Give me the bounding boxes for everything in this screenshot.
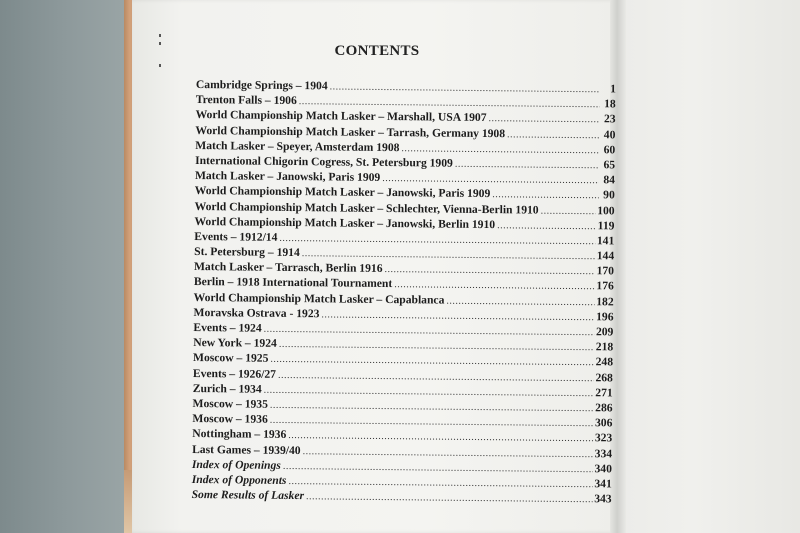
toc-page-number: 218 — [595, 340, 614, 354]
toc-page-number: 60 — [603, 143, 616, 157]
table-of-contents — [192, 78, 616, 508]
toc-entry-title: International Chigorin Cogress, St. Petersburg 1909 — [195, 153, 453, 170]
toc-dot-leader — [264, 384, 594, 398]
toc-dot-leader — [394, 280, 594, 293]
toc-page-number: 144 — [596, 249, 615, 263]
toc-page-number: 100 — [597, 203, 615, 217]
toc-dot-leader — [401, 143, 599, 156]
toc-dot-leader — [541, 205, 596, 217]
toc-page-number: 334 — [594, 446, 613, 460]
page-mark — [159, 34, 161, 37]
toc-entry-title: Zurich – 1934 — [192, 381, 262, 396]
toc-page-number: 18 — [604, 97, 616, 111]
toc-dot-leader — [278, 369, 594, 383]
toc-page-number: 182 — [596, 294, 614, 309]
toc-page-number: 196 — [596, 310, 614, 324]
toc-entry-title: Match Lasker – Tarrasch, Berlin 1916 — [193, 260, 383, 276]
toc-page-number: 84 — [603, 173, 616, 187]
toc-entry-title: Events – 1926/27 — [192, 366, 277, 381]
toc-dot-leader — [382, 173, 599, 186]
toc-dot-leader — [321, 309, 594, 323]
toc-page-number: 341 — [594, 477, 612, 491]
toc-page-number: 209 — [595, 325, 614, 339]
toc-entry-title: Events – 1924 — [193, 320, 262, 335]
toc-page-number: 340 — [594, 461, 613, 476]
toc-page-number: 170 — [596, 264, 615, 278]
toc-page-number: 176 — [596, 279, 614, 293]
toc-dot-leader — [455, 159, 599, 172]
toc-page-number: 323 — [594, 431, 613, 445]
toc-page-number: 65 — [603, 158, 616, 172]
toc-entry-title: Moscow – 1936 — [192, 412, 268, 426]
contents-title: CONTENTS — [334, 43, 420, 59]
toc-dot-leader — [283, 461, 593, 475]
toc-entry-title: Index of Openings — [191, 457, 281, 472]
page-mark — [159, 64, 161, 67]
toc-page-number: 286 — [595, 401, 613, 415]
toc-entry-title: Trenton Falls – 1906 — [195, 93, 297, 108]
toc-dot-leader — [270, 415, 593, 429]
toc-page-number: 141 — [596, 234, 615, 248]
toc-entry-title: Moravska Ostrava - 1923 — [193, 305, 320, 321]
toc-dot-leader — [488, 113, 599, 125]
toc-entry-title: Index of Opponents — [191, 472, 287, 487]
toc-page-number: 40 — [603, 127, 616, 141]
toc-entry-title: World Championship Match Lasker – Tarrash, Germany 1908 — [195, 123, 506, 140]
toc-entry-title: Moscow – 1925 — [193, 351, 269, 366]
toc-entry-title: World Championship Match Lasker – Janowski, Berlin 1910 — [194, 214, 496, 231]
toc-dot-leader — [384, 264, 594, 277]
toc-entry-title: World Championship Match Lasker – Janowski, Paris 1909 — [194, 184, 491, 201]
toc-page-number: 343 — [594, 492, 612, 506]
toc-dot-leader — [507, 129, 599, 141]
toc-entry-title: Last Games – 1939/40 — [192, 442, 301, 457]
toc-dot-leader — [497, 220, 596, 232]
toc-page-number: 1 — [610, 82, 616, 96]
toc-dot-leader — [306, 491, 592, 505]
toc-dot-leader — [270, 400, 593, 414]
toc-entry-title: St. Petersburg – 1914 — [194, 245, 300, 260]
toc-dot-leader — [288, 430, 593, 444]
toc-dot-leader — [264, 324, 594, 338]
toc-entry-title: World Championship Match Lasker – Capablanca — [193, 290, 445, 307]
toc-entry-title: New York – 1924 — [193, 336, 277, 351]
toc-entry-title: Cambridge Springs – 1904 — [195, 78, 328, 93]
toc-dot-leader — [270, 354, 593, 368]
toc-entry-title: Events – 1912/14 — [194, 229, 278, 244]
toc-dot-leader — [330, 81, 600, 95]
toc-entry-title: Nottingham – 1936 — [192, 427, 287, 442]
toc-entry-title: World Championship Match Lasker – Marshall, USA 1907 — [195, 108, 487, 125]
toc-dot-leader — [492, 189, 599, 201]
toc-page-number: 119 — [597, 218, 615, 233]
toc-page-number: 271 — [595, 385, 613, 400]
toc-page-number: 23 — [603, 112, 616, 126]
toc-page-number: 306 — [594, 416, 613, 430]
toc-entry-title: World Championship Match Lasker – Schlechter, Vienna-Berlin 1910 — [194, 199, 539, 217]
toc-dot-leader — [303, 446, 593, 460]
toc-page-number: 90 — [603, 188, 615, 202]
toc-dot-leader — [302, 248, 595, 262]
toc-dot-leader — [446, 295, 594, 308]
toc-page-number: 268 — [595, 370, 613, 384]
toc-dot-leader — [279, 339, 594, 353]
toc-page-number: 248 — [595, 355, 614, 369]
toc-entry-title: Moscow – 1935 — [192, 396, 269, 411]
facing-page — [622, 0, 800, 533]
toc-dot-leader — [299, 96, 600, 110]
toc-entry-title: Match Lasker – Speyer, Amsterdam 1908 — [195, 138, 400, 154]
toc-dot-leader — [288, 476, 592, 490]
toc-entry-title: Some Results of Lasker — [191, 488, 305, 503]
toc-entry-title: Match Lasker – Janowski, Paris 1909 — [194, 169, 381, 185]
toc-entry-title: Berlin – 1918 International Tournament — [193, 275, 393, 291]
toc-dot-leader — [279, 233, 595, 247]
